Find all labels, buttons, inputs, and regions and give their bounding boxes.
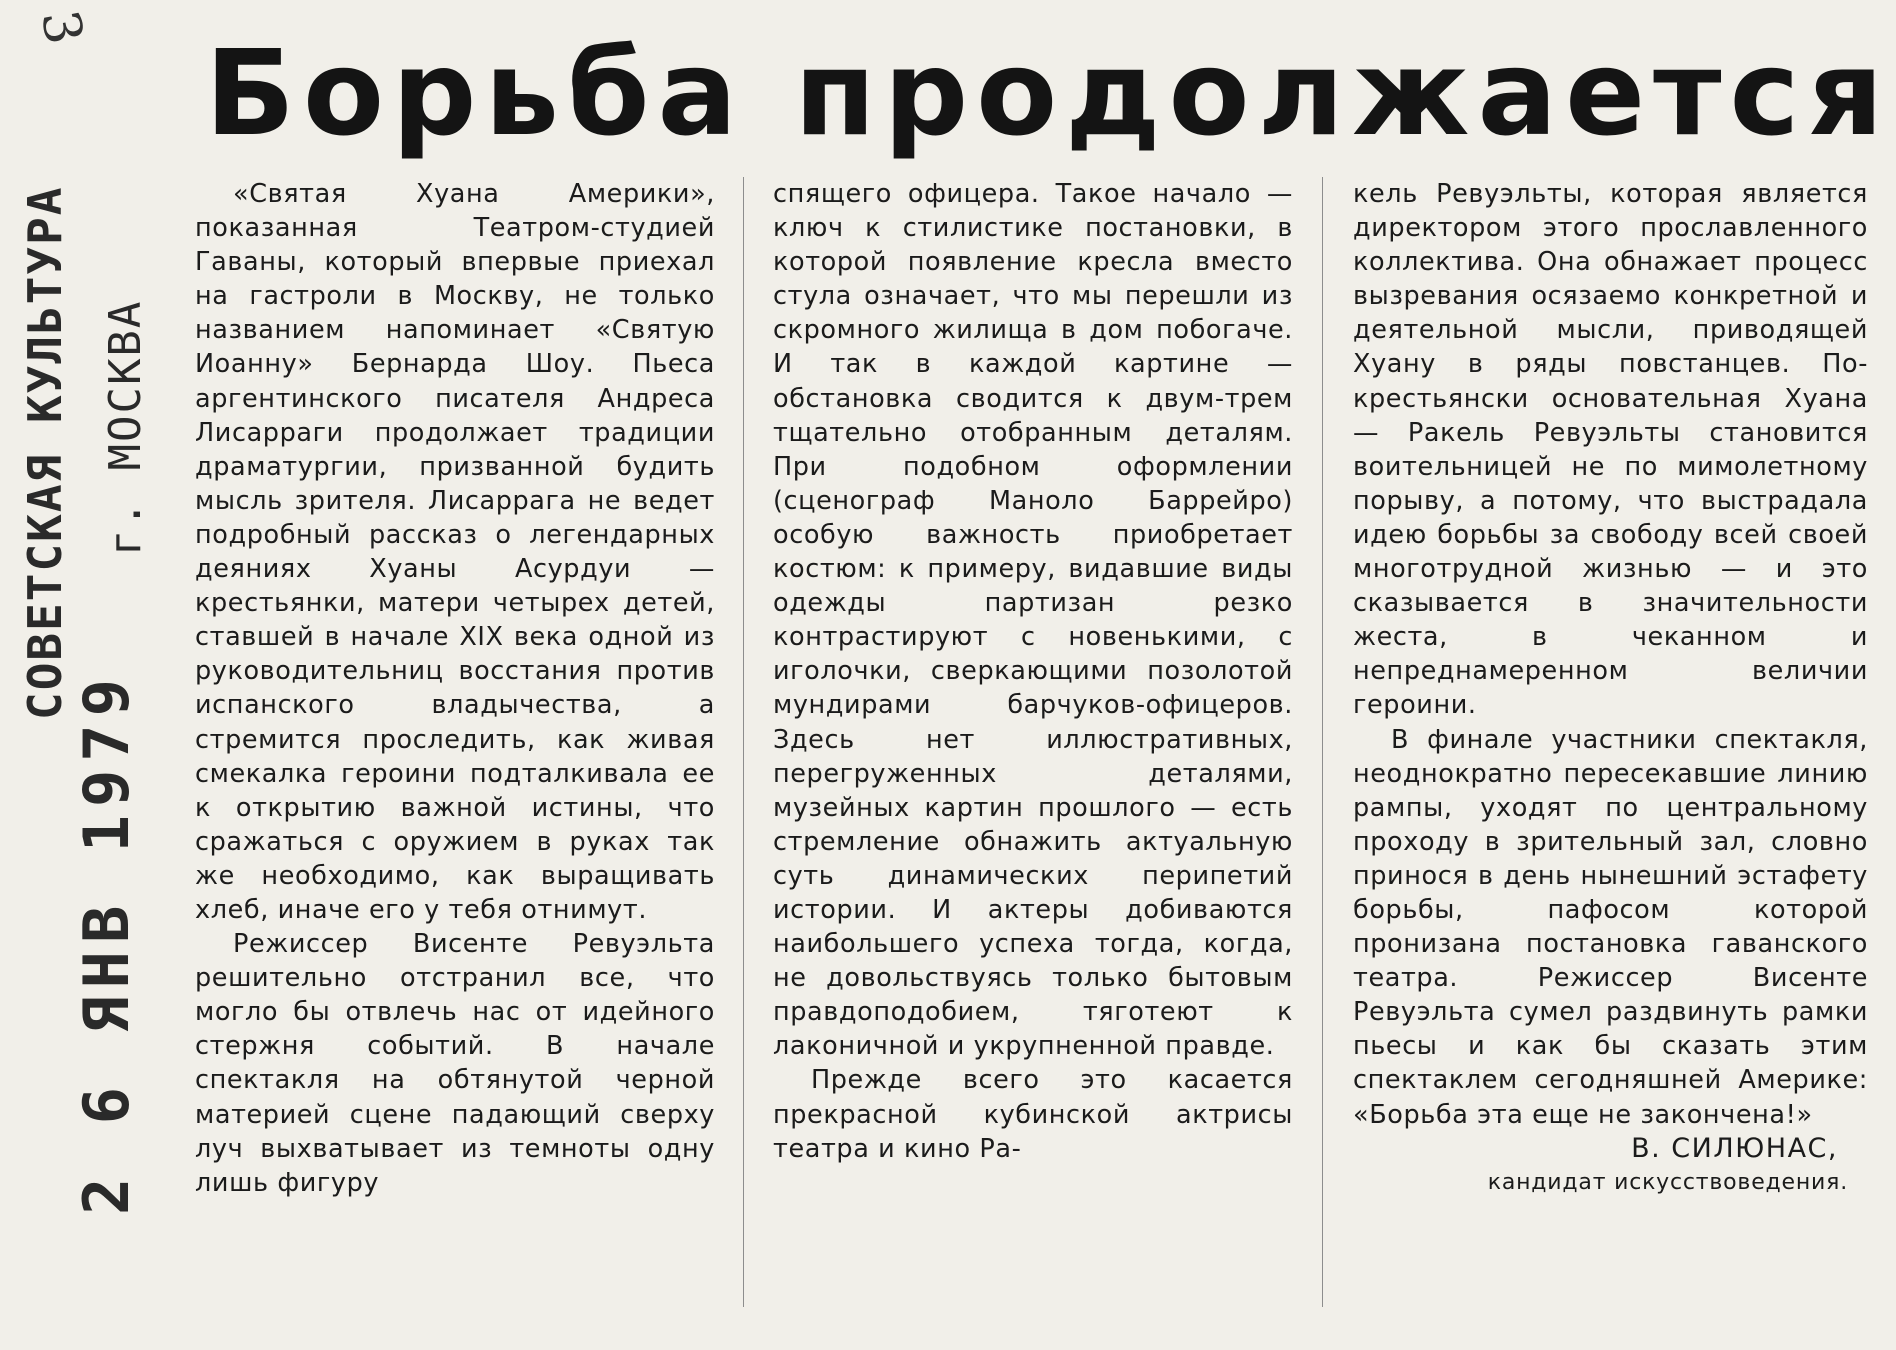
paragraph: кель Ревуэльты, которая является директором этого прославленного коллектива. Она обнажает процесс вызревания осязаемо конкретной и деятельной мысли, приводящей Хуану в ряды повстанцев. По-крестьянски основательная Хуана — Ракель Ревуэльты становится воительницей не по мимолетному порыву, а потому, что выстрадала идею борьбы за свободу всей своей многотрудной жизнью — и это сказывается в значительности жеста, в чеканном и непреднамеренном величии героини. xyxy=(1353,179,1868,721)
article-column-1 xyxy=(195,177,715,1200)
paragraph: В финале участники спектакля, неоднократно пересекавшие линию рампы, уходят по центральному проходу в зрительный зал, словно принося в день нынешний эстафету борьбы, пафосом которой пронизана постановка гаванского театра. Режиссер Висенте Ревуэльта сумел раздвинуть рамки пьесы и как бы сказать этим спектаклем сегодняшней Америке: «Борьба эта еще не закончена!» xyxy=(1353,724,1868,1130)
paragraph: Прежде всего это касается прекрасной кубинской актрисы театра и кино Ра- xyxy=(773,1065,1293,1164)
column-divider xyxy=(743,177,744,1307)
handwritten-mark: 3 xyxy=(28,6,94,50)
author-title: кандидат искусствоведения. xyxy=(1487,1169,1848,1195)
article-headline: Борьба продолжается xyxy=(205,24,1892,162)
paragraph: спящего офицера. Такое начало — ключ к стилистике постановки, в которой появление кресла вместо стула означает, что мы перешли из скромного жилища в дом побогаче. И так в каждой картине — обстановка сводится к двум-трем тщательно отобранным деталям. При подобном оформлении (сценограф Маноло Баррейро) особую важность приобретает костюм: к примеру, видавшие виды одежды партизан резко контрастируют с новенькими, с иголочки, сверкающими позолотой мундирами барчуков-офицеров. Здесь нет иллюстративных, перегруженных деталями, музейных картин прошлого — есть стремление обнажить актуальную суть динамических перипетий истории. И актеры добиваются наибольшего успеха тогда, когда, не довольствуясь только бытовым правдоподобием, тяготеют к лаконичной и укрупненной правде. xyxy=(773,179,1293,1062)
stamp-date: 2 6 ЯНВ 1979 xyxy=(70,671,143,1215)
column-divider xyxy=(1322,177,1323,1307)
article-body xyxy=(195,177,1895,1347)
article-column-2 xyxy=(773,177,1293,1166)
article-column-3 xyxy=(1353,177,1868,1200)
author-signature: В. СИЛЮНАС, xyxy=(1631,1132,1838,1164)
stamp-city: г. МОСКВА xyxy=(100,299,151,556)
paragraph: Режиссер Висенте Ревуэльта решительно отстранил все, что могло бы отвлечь нас от идейного стержня событий. В начале спектакля на обтянутой черной материей сцене падающий сверху луч выхватывает из темноты одну лишь фигуру xyxy=(195,929,715,1198)
paragraph: «Святая Хуана Америки», показанная Театром-студией Гаваны, который впервые приехал на гастроли в Москву, не только названием напоминает «Святую Иоанну» Бернарда Шоу. Пьеса аргентинского писателя Андреса Лисарраги продолжает традиции драматургии, призванной будить мысль зрителя. Лисаррага не ведет подробный рассказ о легендарных деяниях Хуаны Асурдуи — крестьянки, матери четырех детей, ставшей в начале XIX века одной из руководительниц восстания против испанского владычества, а стремится проследить, как живая смекалка героини подталкивала ее к открытию важной истины, что сражаться с оружием в руках так же необходимо, как выращивать хлеб, иначе его у тебя отнимут. xyxy=(195,179,715,925)
stamp-newspaper-name: СОВЕТСКАЯ КУЛЬТУРА xyxy=(18,185,72,720)
